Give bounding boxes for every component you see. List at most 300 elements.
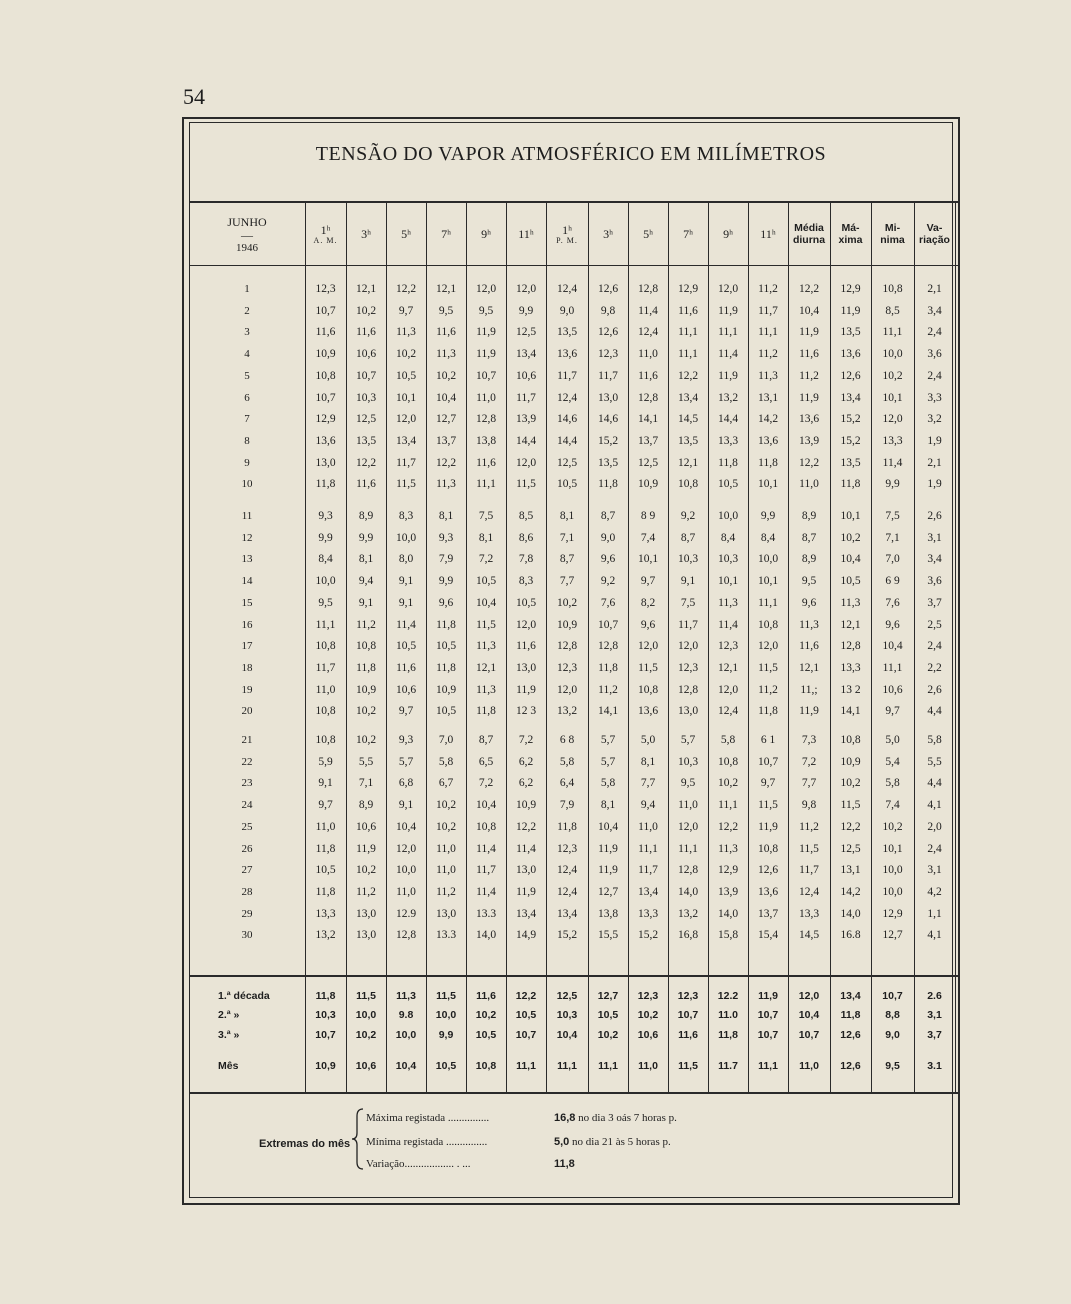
table-cell: 10,8 <box>757 842 779 855</box>
page-number: 54 <box>183 84 205 109</box>
day-label: 6 <box>244 391 250 404</box>
summary-cell: 12,2 <box>515 990 537 1002</box>
table-cell: 10,4 <box>475 596 497 609</box>
table-cell: 13,5 <box>677 434 699 447</box>
summary-cell: 10,3 <box>315 1009 336 1021</box>
table-cell: 12,1 <box>840 618 861 631</box>
column-header <box>830 206 871 264</box>
table-cell: 11,8 <box>758 705 778 718</box>
table-cell: 12,2 <box>677 369 699 382</box>
table-cell: 12,5 <box>515 326 537 339</box>
table-cell: 11,0 <box>436 842 456 855</box>
summary-cell: 10,7 <box>515 1029 537 1041</box>
table-cell: 11,8 <box>598 661 618 674</box>
table-cell: 8,2 <box>640 596 656 609</box>
month-cell: 9,5 <box>885 1060 900 1072</box>
table-cell: 10,9 <box>840 755 861 768</box>
column-header <box>708 206 748 264</box>
table-cell: 12,7 <box>435 413 457 426</box>
column-header-main: 1ʰ <box>562 223 572 237</box>
table-cell: 8,4 <box>760 531 776 544</box>
table-cell: 11,1 <box>638 842 658 855</box>
column-header-sub: P. M. <box>556 236 578 246</box>
table-cell: 11,8 <box>758 456 778 469</box>
table-cell: 12,4 <box>556 391 578 404</box>
table-cell: 14,2 <box>757 413 779 426</box>
table-cell: 13,5 <box>355 434 377 447</box>
table-cell: 12,0 <box>395 842 417 855</box>
table-cell: 10,8 <box>757 618 779 631</box>
table-cell: 9,9 <box>760 510 776 522</box>
table-cell: 2,1 <box>927 456 942 469</box>
table-cell: 14,0 <box>677 885 699 898</box>
table-cell: 13,5 <box>597 456 619 469</box>
extremes-min-value: 5,0 <box>554 1136 570 1148</box>
table-cell: 11,6 <box>315 326 336 339</box>
table-cell: 10,8 <box>315 705 336 718</box>
column-divider <box>628 201 629 1092</box>
table-cell: 14,4 <box>556 434 578 447</box>
column-header <box>346 206 386 264</box>
table-cell: 8,0 <box>398 553 414 566</box>
table-cell: 10,2 <box>435 820 457 833</box>
table-cell: 11,3 <box>396 326 416 339</box>
header-month-year <box>189 206 305 264</box>
table-cell: 5,5 <box>358 755 374 768</box>
table-cell: 5,8 <box>927 734 942 746</box>
table-cell: 10,2 <box>355 734 377 746</box>
day-label: 10 <box>241 478 253 491</box>
table-cell: 5,0 <box>640 734 656 746</box>
month-label: Mês <box>218 1060 239 1072</box>
day-label: 24 <box>241 799 253 812</box>
column-header-main: 1ʰ <box>320 223 331 237</box>
table-cell: 16.8 <box>840 929 861 942</box>
table-cell: 11,1 <box>718 326 738 339</box>
table-cell: 9,2 <box>680 510 696 522</box>
table-cell: 14,0 <box>717 907 739 920</box>
table-cell: 11,0 <box>678 799 698 812</box>
month-cell: 11.7 <box>718 1060 738 1072</box>
table-cell: 12,4 <box>556 864 578 877</box>
table-cell: 7,7 <box>801 777 817 790</box>
table-cell: 8,3 <box>398 510 414 522</box>
table-cell: 8,9 <box>358 510 374 522</box>
table-cell: 11,8 <box>718 456 738 469</box>
table-cell: 12,4 <box>637 326 659 339</box>
table-cell: 9,6 <box>801 596 817 609</box>
table-cell: 10,6 <box>355 348 377 361</box>
table-cell: 7,5 <box>478 510 494 522</box>
table-cell: 4,4 <box>927 777 942 790</box>
table-cell: 13,6 <box>757 434 779 447</box>
table-cell: 10,5 <box>556 478 578 491</box>
table-cell: 10,8 <box>315 369 336 382</box>
table-cell: 4,4 <box>927 705 942 718</box>
table-cell: 10,2 <box>435 369 457 382</box>
table-cell: 9,7 <box>640 575 656 588</box>
header-dash: — <box>241 227 253 242</box>
day-label: 1 <box>244 283 250 295</box>
table-cell: 10,1 <box>882 391 903 404</box>
table-cell: 10,4 <box>395 820 417 833</box>
table-cell: 9,3 <box>438 531 454 544</box>
table-cell: 9,6 <box>640 618 656 631</box>
month-cell: 11,0 <box>638 1060 658 1072</box>
table-cell: 10,7 <box>597 618 619 631</box>
column-header <box>788 206 830 264</box>
table-cell: 12,5 <box>556 456 578 469</box>
table-cell: 12,5 <box>637 456 659 469</box>
day-label: 15 <box>241 596 253 609</box>
table-cell: 8,1 <box>640 755 656 768</box>
column-header <box>466 206 506 264</box>
table-cell: 9,6 <box>438 596 454 609</box>
table-cell: 12,4 <box>798 885 820 898</box>
table-cell: 13,2 <box>677 907 699 920</box>
table-cell: 13,2 <box>717 391 739 404</box>
table-cell: 13,2 <box>556 705 578 718</box>
table-cell: 11,8 <box>476 705 496 718</box>
table-cell: 12,3 <box>556 842 578 855</box>
table-cell: 14,4 <box>717 413 739 426</box>
table-cell: 5,7 <box>680 734 696 746</box>
brace-icon <box>351 1108 365 1170</box>
table-cell: 6 1 <box>760 734 776 746</box>
table-cell: 9,5 <box>438 304 454 317</box>
table-cell: 11,7 <box>557 369 577 382</box>
table-cell: 11,7 <box>758 304 778 317</box>
table-cell: 4,1 <box>927 799 942 812</box>
table-cell: 10,1 <box>717 575 739 588</box>
table-cell: 10,5 <box>515 596 537 609</box>
table-cell: 10,4 <box>475 799 497 812</box>
table-cell: 9,2 <box>600 575 616 588</box>
table-cell: 11,9 <box>718 369 738 382</box>
column-header-main: 3ʰ <box>603 227 613 242</box>
table-cell: 12,3 <box>717 640 739 653</box>
table-cell: 9,5 <box>478 304 494 317</box>
summary-cell: 10,7 <box>882 990 903 1002</box>
column-header-sub: nima <box>880 234 905 246</box>
table-cell: 11,7 <box>678 618 698 631</box>
table-cell: 10,0 <box>395 531 417 544</box>
table-cell: 12,2 <box>355 456 377 469</box>
day-label: 5 <box>244 369 250 382</box>
table-cell: 3,3 <box>927 391 942 404</box>
table-cell: 13,3 <box>637 907 659 920</box>
table-cell: 12,9 <box>882 907 903 920</box>
table-cell: 8,7 <box>559 553 575 566</box>
extremes-var-value: 11,8 <box>554 1158 575 1170</box>
table-cell: 12,3 <box>315 283 336 295</box>
extremes-max-label: Máxima registada ............... <box>366 1112 490 1124</box>
table-cell: 11,4 <box>882 456 903 469</box>
table-cell: 12.9 <box>395 907 417 920</box>
table-cell: 8,9 <box>358 799 374 812</box>
table-cell: 11,2 <box>758 283 778 295</box>
table-cell: 11,2 <box>758 348 778 361</box>
month-cell: 10,8 <box>475 1060 497 1072</box>
table-cell: 11,6 <box>799 640 819 653</box>
column-header <box>506 206 546 264</box>
table-cell: 11,3 <box>436 478 456 491</box>
table-cell: 12,4 <box>556 885 578 898</box>
table-cell: 9,7 <box>398 705 414 718</box>
table-cell: 11,9 <box>356 842 376 855</box>
table-cell: 3,6 <box>927 575 942 588</box>
table-cell: 12,2 <box>515 820 537 833</box>
table-cell: 11,9 <box>476 348 496 361</box>
table-cell: 2,6 <box>927 510 942 522</box>
table-cell: 11,1 <box>758 326 778 339</box>
table-cell: 10,2 <box>355 304 377 317</box>
table-cell: 15,5 <box>597 929 619 942</box>
column-header-main: 9ʰ <box>723 227 733 242</box>
column-divider <box>426 201 427 1092</box>
day-label: 28 <box>241 885 253 898</box>
summary-cell: 9,9 <box>438 1029 454 1041</box>
table-cell: 7,5 <box>680 596 696 609</box>
extremes-min-label: Mínima registada ............... <box>366 1136 488 1148</box>
table-cell: 13,5 <box>556 326 578 339</box>
day-label: 2 <box>244 304 250 317</box>
table-cell: 11,2 <box>356 885 376 898</box>
day-label: 20 <box>241 705 253 718</box>
day-label: 25 <box>241 820 253 833</box>
table-cell: 14,0 <box>475 929 497 942</box>
table-cell: 3,2 <box>927 413 942 426</box>
table-cell: 9,9 <box>358 531 374 544</box>
column-header <box>748 206 788 264</box>
table-cell: 11,; <box>800 683 818 696</box>
table-cell: 11,2 <box>758 683 778 696</box>
column-header-main: Má- <box>841 222 860 235</box>
summary-cell: 12,3 <box>677 990 699 1002</box>
summary-cell: 10,2 <box>597 1029 619 1041</box>
month-cell: 11,1 <box>598 1060 618 1072</box>
table-cell: 13,9 <box>515 413 537 426</box>
table-cell: 13,4 <box>515 907 537 920</box>
column-header <box>546 206 588 264</box>
table-cell: 13.3 <box>435 929 457 942</box>
table-cell: 11,4 <box>718 348 738 361</box>
table-cell: 11,6 <box>476 456 496 469</box>
table-cell: 10,8 <box>717 755 739 768</box>
table-cell: 1,1 <box>927 907 942 920</box>
table-cell: 11,4 <box>476 842 496 855</box>
column-divider <box>955 201 956 1092</box>
table-cell: 11,9 <box>799 391 819 404</box>
table-cell: 13,6 <box>637 705 659 718</box>
month-cell: 10,6 <box>355 1060 377 1072</box>
table-cell: 8,4 <box>720 531 736 544</box>
table-cell: 10,9 <box>637 478 659 491</box>
table-cell: 13,6 <box>315 434 336 447</box>
table-cell: 6,2 <box>518 777 534 790</box>
table-cell: 12,0 <box>515 283 537 295</box>
summary-cell: 11,6 <box>678 1029 698 1041</box>
table-cell: 13,3 <box>717 434 739 447</box>
summary-cell: 12.2 <box>717 990 739 1002</box>
table-cell: 11,7 <box>638 864 658 877</box>
day-label: 17 <box>241 640 253 653</box>
table-cell: 8,7 <box>801 531 817 544</box>
table-cell: 12,0 <box>677 640 699 653</box>
table-cell: 10,8 <box>677 478 699 491</box>
column-header-main: 7ʰ <box>441 227 451 242</box>
summary-cell: 8,8 <box>885 1009 900 1021</box>
table-cell: 13,4 <box>637 885 659 898</box>
summary-cell: 10,0 <box>395 1029 417 1041</box>
table-cell: 5,0 <box>885 734 900 746</box>
table-cell: 11,0 <box>396 885 416 898</box>
table-cell: 9,4 <box>358 575 374 588</box>
table-cell: 14,6 <box>597 413 619 426</box>
column-header <box>914 206 955 264</box>
table-cell: 6,5 <box>478 755 494 768</box>
column-header-sub: riação <box>919 234 950 246</box>
table-cell: 9,9 <box>885 478 900 491</box>
table-cell: 12,4 <box>556 283 578 295</box>
header-year: 1946 <box>236 242 258 255</box>
table-cell: 10,1 <box>840 510 861 522</box>
table-cell: 9,9 <box>318 531 333 544</box>
table-cell: 10,9 <box>355 683 377 696</box>
table-cell: 11,9 <box>598 842 618 855</box>
table-cell: 10,1 <box>395 391 417 404</box>
table-cell: 15,2 <box>637 929 659 942</box>
table-cell: 10,2 <box>395 348 417 361</box>
table-cell: 10,5 <box>717 478 739 491</box>
table-cell: 10,3 <box>677 553 699 566</box>
table-cell: 12,8 <box>677 864 699 877</box>
table-cell: 7,7 <box>640 777 656 790</box>
column-header-main: Va- <box>926 222 943 235</box>
table-cell: 13,6 <box>556 348 578 361</box>
table-cell: 13,9 <box>798 434 820 447</box>
table-cell: 11,7 <box>476 864 496 877</box>
table-cell: 2,4 <box>927 640 942 653</box>
column-divider <box>830 201 831 1092</box>
table-cell: 7,2 <box>478 777 494 790</box>
day-label: 12 <box>241 531 253 544</box>
day-label: 23 <box>241 777 253 790</box>
table-cell: 7,7 <box>559 575 575 588</box>
table-cell: 11,5 <box>799 842 819 855</box>
table-cell: 11,1 <box>315 618 336 631</box>
table-cell: 13,0 <box>355 907 377 920</box>
summary-cell: 10,4 <box>556 1029 578 1041</box>
table-cell: 11,3 <box>476 640 496 653</box>
table-cell: 10,5 <box>475 575 497 588</box>
table-cell: 10,7 <box>355 369 377 382</box>
table-cell: 10,0 <box>717 510 739 522</box>
table-cell: 12,0 <box>556 683 578 696</box>
table-cell: 12,2 <box>717 820 739 833</box>
column-header-main: Mi- <box>884 222 901 235</box>
table-cell: 11,8 <box>356 661 376 674</box>
table-cell: 5,7 <box>600 734 616 746</box>
table-cell: 13,9 <box>717 885 739 898</box>
table-cell: 14,1 <box>597 705 619 718</box>
table-cell: 8,5 <box>518 510 534 522</box>
table-cell: 10,6 <box>515 369 537 382</box>
table-cell: 13,0 <box>315 456 336 469</box>
table-cell: 11,1 <box>882 326 903 339</box>
table-cell: 13,8 <box>597 907 619 920</box>
table-cell: 7,0 <box>438 734 454 746</box>
table-cell: 10,2 <box>435 799 457 812</box>
table-cell: 9,5 <box>801 575 817 588</box>
table-cell: 10,6 <box>395 683 417 696</box>
summary-cell: 10,5 <box>515 1009 537 1021</box>
table-cell: 15,4 <box>757 929 779 942</box>
table-cell: 10,7 <box>315 391 336 404</box>
day-label: 29 <box>241 907 253 920</box>
table-cell: 10,0 <box>315 575 336 588</box>
table-cell: 11,3 <box>840 596 861 609</box>
table-cell: 11,8 <box>840 478 861 491</box>
extremes-var <box>554 1158 575 1170</box>
day-label: 22 <box>241 755 253 768</box>
table-cell: 9,8 <box>600 304 616 317</box>
table-cell: 8,3 <box>518 575 534 588</box>
summary-bottom-rule <box>189 1092 959 1094</box>
table-cell: 14,1 <box>840 705 861 718</box>
table-cell: 6 9 <box>885 575 900 588</box>
summary-cell: 10,3 <box>556 1009 578 1021</box>
table-cell: 12,2 <box>798 283 820 295</box>
table-cell: 11,9 <box>516 683 536 696</box>
table-cell: 7,2 <box>801 755 817 768</box>
table-cell: 12,0 <box>882 413 903 426</box>
column-header-sub: xima <box>838 234 863 246</box>
table-cell: 13,6 <box>840 348 861 361</box>
table-cell: 11,9 <box>598 864 618 877</box>
day-label: 9 <box>244 456 250 469</box>
table-cell: 13,8 <box>475 434 497 447</box>
table-cell: 10,8 <box>475 820 497 833</box>
table-cell: 12,6 <box>597 283 619 295</box>
table-cell: 12,0 <box>475 283 497 295</box>
day-label: 14 <box>241 575 253 588</box>
column-divider <box>386 201 387 1092</box>
table-cell: 12,1 <box>435 283 457 295</box>
table-cell: 12,5 <box>840 842 861 855</box>
column-divider <box>668 201 669 1092</box>
column-divider <box>788 201 789 1092</box>
summary-cell: 11,3 <box>396 990 416 1002</box>
extremes-max-note: no dia 3 oás 7 horas p. <box>578 1112 677 1124</box>
month-cell: 10,9 <box>315 1060 336 1072</box>
table-cell: 11,4 <box>396 618 416 631</box>
extremes-max <box>554 1112 677 1124</box>
table-cell: 13,4 <box>677 391 699 404</box>
summary-cell: 11,8 <box>840 1009 861 1021</box>
day-label: 13 <box>241 553 253 566</box>
table-cell: 10,4 <box>597 820 619 833</box>
table-cell: 13,4 <box>556 907 578 920</box>
month-cell: 11,0 <box>799 1060 819 1072</box>
day-label: 30 <box>241 929 253 942</box>
summary-cell: 10,7 <box>757 1009 779 1021</box>
table-cell: 8,1 <box>438 510 454 522</box>
table-cell: 10,5 <box>315 864 336 877</box>
table-cell: 12,0 <box>717 683 739 696</box>
table-cell: 10,7 <box>757 755 779 768</box>
table-cell: 10,9 <box>556 618 578 631</box>
